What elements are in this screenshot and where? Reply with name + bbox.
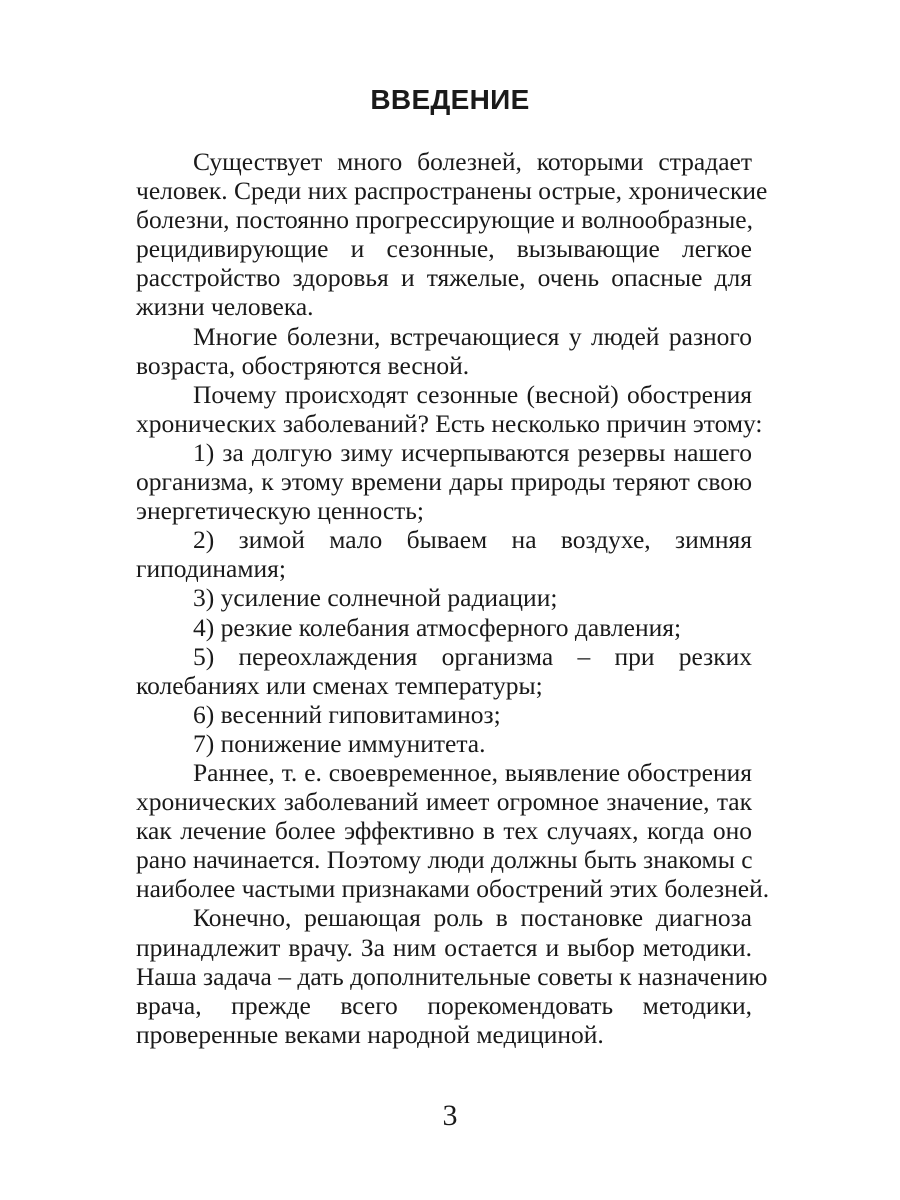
text-line: Многие болезни, встречающиеся у людей разного (193, 321, 752, 351)
text-line: наиболее частыми признаками обострений этих болезней. (136, 874, 770, 904)
text-line: как лечение более эффективно в тех случаях, когда оно (136, 816, 752, 846)
paragraph (136, 903, 768, 1049)
text-line: принадлежит врачу. За ним остается и выбор методики. (136, 932, 752, 962)
text-line: расстройство здоровья и тяжелые, очень опасные для (136, 263, 752, 293)
text-line: Почему происходят сезонные (весной) обострения (193, 379, 752, 409)
text-line: Существует много болезней, которыми страдает (193, 147, 752, 176)
paragraph (136, 642, 752, 700)
paragraph (136, 147, 768, 322)
text-line: 5) переохлаждения организма – при резких (193, 641, 752, 671)
text-line: хронических заболеваний имеет огромное значение, так (136, 787, 752, 817)
paragraph (136, 525, 752, 583)
text-line: колебаниях или сменах температуры; (136, 670, 543, 700)
chapter-title: ВВЕДЕНИЕ (370, 84, 530, 115)
page-number: 3 (442, 1099, 458, 1132)
text-line: жизни человека. (136, 292, 314, 322)
text-line: врача, прежде всего порекомендовать методики, (136, 990, 752, 1020)
text-line: 7) понижение иммунитета. (193, 728, 486, 758)
text-line: проверенные веками народной медициной. (136, 1019, 604, 1049)
text-line: человек. Среди них распространены острые, хронические (136, 176, 768, 206)
text-line: энергетическую ценность; (136, 496, 425, 526)
text-line: хронических заболеваний? Есть несколько причин этому: (136, 408, 763, 438)
paragraph (136, 379, 763, 438)
text-line: Конечно, решающая роль в постановке диагноза (193, 903, 752, 933)
text-line: 4) резкие колебания атмосферного давления; (193, 612, 682, 642)
text-line: гиподинамия; (136, 554, 286, 584)
paragraph (136, 322, 752, 380)
text-line: рано начинается. Поэтому люди должны быть знакомы с (136, 845, 753, 875)
paragraph (136, 613, 752, 642)
paragraph (136, 700, 752, 729)
text-line: Раннее, т. е. своевременное, выявление обострения (193, 757, 752, 787)
text-line: 1) за долгую зиму исчерпываются резервы нашего (193, 437, 752, 467)
text-line: организма, к этому времени дары природы теряют свою (136, 467, 752, 497)
text-line: 2) зимой мало бываем на воздухе, зимняя (193, 525, 752, 555)
paragraph (136, 438, 752, 525)
text-line: возраста, обостряются весной. (136, 350, 470, 380)
text-line: Наша задача – дать дополнительные советы к назначению (136, 961, 768, 991)
paragraph (136, 583, 752, 612)
paragraph (136, 729, 752, 758)
paragraph (136, 757, 770, 904)
text-line: 6) весенний гиповитаминоз; (193, 699, 501, 729)
text-line: болезни, постоянно прогрессирующие и волнообразные, (136, 205, 753, 235)
text-line: 3) усиление солнечной радиации; (193, 583, 558, 613)
body-text (136, 147, 770, 1049)
text-line: рецидивирующие и сезонные, вызывающие легкое (136, 234, 752, 264)
